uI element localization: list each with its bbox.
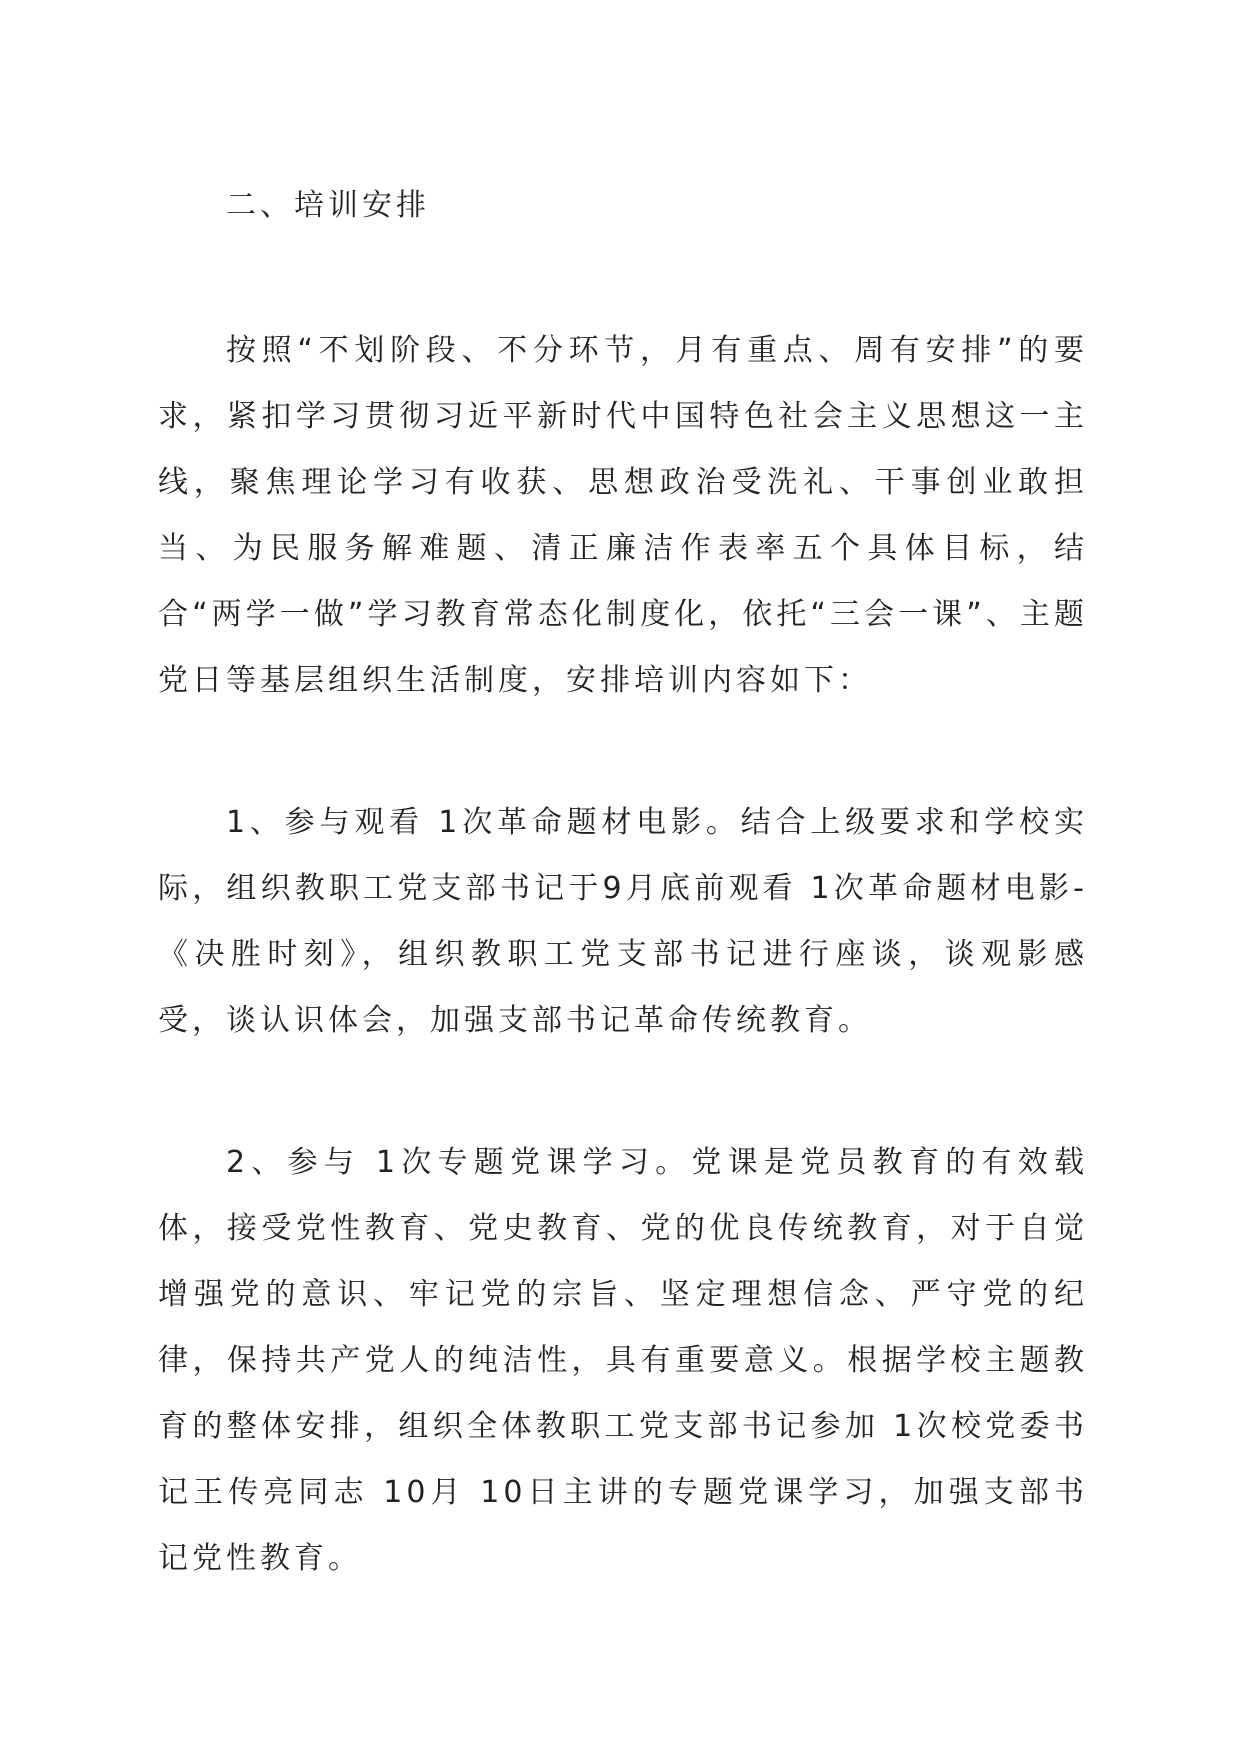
document-body xyxy=(158,186,1088,1592)
arrangement-paragraph: 按照“不划阶段、不分环节，月有重点、周有安排”的要求，紧扣学习贯彻习近平新时代中国特色社会主义思想这一主线，聚焦理论学习有收获、思想政治受洗礼、干事创业敢担当、为民服务解难题、清正廉洁作表率五个具体目标，结合“两学一做”学习教育常态化制度化，依托“三会一课”、主题党日等基层组织生活制度，安排培训内容如下： xyxy=(158,333,1088,698)
item-2-paragraph: 2、参与 1次专题党课学习。党课是党员教育的有效载体，接受党性教育、党史教育、党的优良传统教育，对于自觉增强党的意识、牢记党的宗旨、坚定理想信念、严守党的纪律，保持共产党人的纯洁性，具有重要意义。根据学校主题教育的整体安排，组织全体教职工党支部书记参加 1次校党委书记王传亮同志 10月 10日主讲的专题党课学习，加强支部书记党性教育。 xyxy=(158,1145,1088,1576)
item-1-paragraph: 1、参与观看 1次革命题材电影。结合上级要求和学校实际，组织教职工党支部书记于9月底前观看 1次革命题材电影-《决胜时刻》，组织教职工党支部书记进行座谈，谈观影感受，谈认识体会，加强支部书记革命传统教育。 xyxy=(158,805,1088,1038)
section-heading: 二、培训安排 xyxy=(226,188,430,223)
